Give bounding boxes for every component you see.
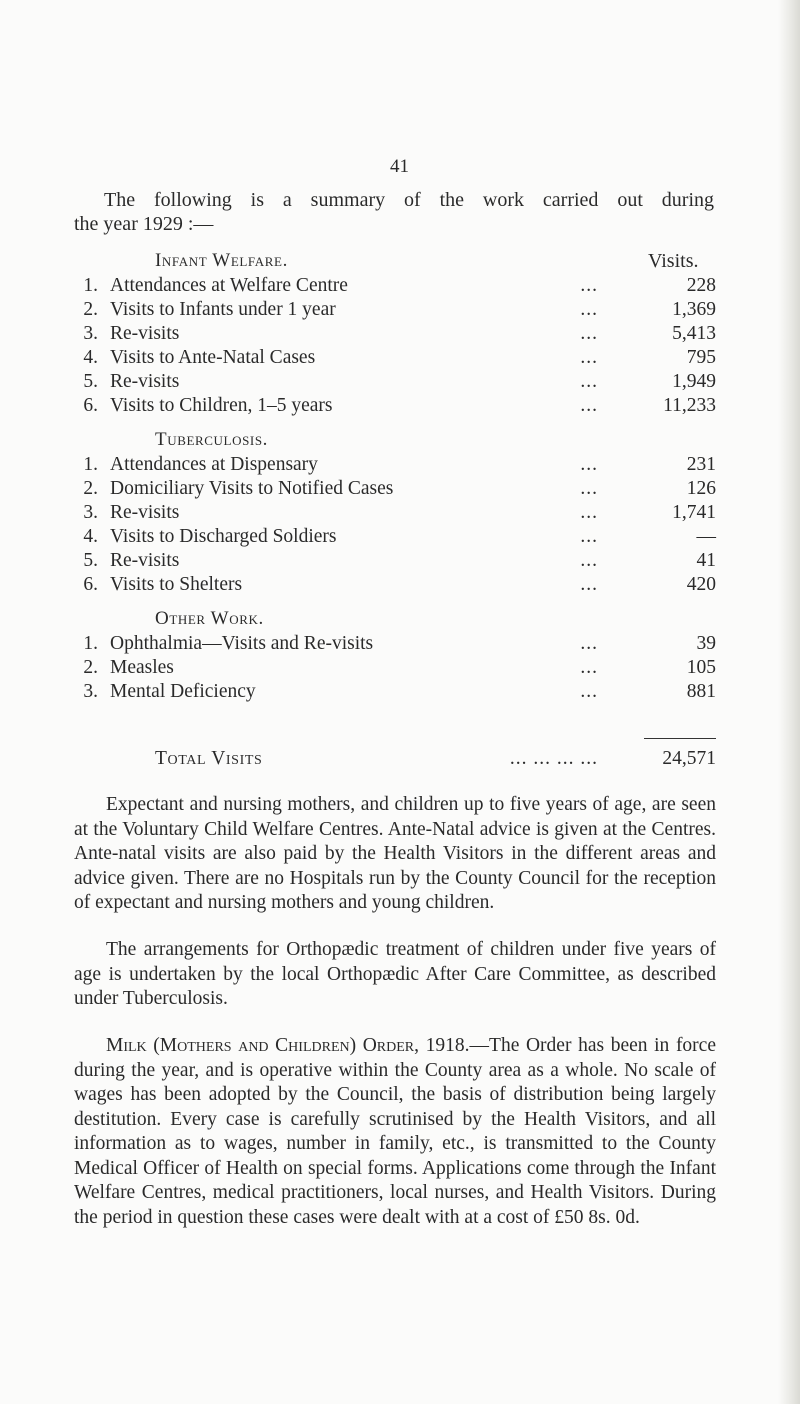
section-title: Tuberculosis. <box>155 429 269 450</box>
row-value: 420 <box>686 574 716 595</box>
row-number: 5. <box>83 550 98 571</box>
table-row <box>76 477 716 501</box>
row-leader-dots: ... <box>580 574 598 595</box>
row-label: Re-visits <box>110 371 180 392</box>
total-row <box>155 746 716 772</box>
row-value: 39 <box>696 633 716 654</box>
row-leader-dots: ... <box>580 681 598 702</box>
row-leader-dots: ... <box>580 299 598 320</box>
row-leader-dots: ... <box>580 526 598 547</box>
total-value: 24,571 <box>662 748 716 769</box>
row-number: 3. <box>83 502 98 523</box>
row-leader-dots: ... <box>580 395 598 416</box>
row-label: Re-visits <box>110 323 180 344</box>
row-number: 2. <box>83 478 98 499</box>
total-rule <box>644 738 716 739</box>
row-value: 1,369 <box>672 299 716 320</box>
row-number: 5. <box>83 371 98 392</box>
row-label: Visits to Discharged Soldiers <box>110 526 337 547</box>
row-value: 11,233 <box>663 395 716 416</box>
total-leader-dots: ... ... ... ... <box>509 748 598 769</box>
row-number: 1. <box>83 275 98 296</box>
paragraph-orthopaedic: The arrangements for Orthopædic treatment of children under five years of age is undertaken by the local Orthopædic After Care Committee, as described under Tuberculosis. <box>74 939 716 1009</box>
total-label: Total Visits <box>155 748 263 769</box>
row-label: Mental Deficiency <box>110 681 256 702</box>
row-label: Visits to Infants under 1 year <box>110 299 336 320</box>
row-value: 1,741 <box>672 502 716 523</box>
paragraph-expectant-mothers: Expectant and nursing mothers, and children up to five years of age, are seen at the Voluntary Child Welfare Centres. Ante-Natal advice is given at the Centres. Ante-natal visits are also paid by the Health Visitors in the different areas and advice given. There are no Hospitals run by the County Council for the reception of expectant and nursing mothers and young children. <box>74 794 716 913</box>
row-value: 1,949 <box>672 371 716 392</box>
table-row <box>76 549 716 573</box>
row-number: 3. <box>83 681 98 702</box>
row-number: 3. <box>83 323 98 344</box>
table-row <box>76 370 716 394</box>
row-leader-dots: ... <box>580 657 598 678</box>
table-row <box>76 394 716 418</box>
visits-column-heading: Visits. <box>648 250 699 272</box>
row-label: Visits to Shelters <box>110 574 243 595</box>
row-label: Measles <box>110 657 174 678</box>
row-value: 126 <box>686 478 716 499</box>
intro-line-2: the year 1929 :— <box>74 213 214 235</box>
row-leader-dots: ... <box>580 347 598 368</box>
row-value: 231 <box>686 454 716 475</box>
table-row <box>76 525 716 549</box>
row-value: 105 <box>686 657 716 678</box>
row-number: 2. <box>83 657 98 678</box>
row-number: 6. <box>83 574 98 595</box>
row-value: 5,413 <box>672 323 716 344</box>
row-leader-dots: ... <box>580 454 598 475</box>
intro-text <box>74 188 714 236</box>
row-value: 795 <box>686 347 716 368</box>
table-row <box>76 632 716 656</box>
section-title: Other Work. <box>155 608 264 629</box>
row-value: 228 <box>686 275 716 296</box>
row-number: 6. <box>83 395 98 416</box>
row-number: 4. <box>83 347 98 368</box>
row-value: 41 <box>696 550 716 571</box>
row-leader-dots: ... <box>580 371 598 392</box>
row-number: 1. <box>83 454 98 475</box>
row-number: 2. <box>83 299 98 320</box>
row-leader-dots: ... <box>580 275 598 296</box>
table-row <box>76 656 716 680</box>
table-row <box>76 573 716 597</box>
paragraph-milk-order <box>74 1034 716 1230</box>
row-leader-dots: ... <box>580 502 598 523</box>
table-row <box>76 274 716 298</box>
table-row <box>76 501 716 525</box>
row-label: Attendances at Welfare Centre <box>110 275 348 296</box>
row-value: 881 <box>686 681 716 702</box>
table-row <box>76 322 716 346</box>
row-label: Visits to Children, 1–5 years <box>110 395 333 416</box>
table-row <box>76 680 716 704</box>
row-label: Domiciliary Visits to Notified Cases <box>110 478 394 499</box>
row-label: Visits to Ante-Natal Cases <box>110 347 316 368</box>
row-leader-dots: ... <box>580 323 598 344</box>
section-title: Infant Welfare. <box>155 250 288 271</box>
milk-order-body: —The Order has been in force during the year, and is operative within the County area as a whole. No scale of wages has been adopted by the Council, the basis of distribution being largely destitution. Every case is carefully scrutinised by the Health Visitors, and all information as to wages, number in family, etc., is transmitted to the County Medical Officer of Health on special forms. Applications come through the Infant Welfare Centres, medical practitioners, local nurses, and Health Visitors. During the period in question these cases were dealt with at a cost of £50 8s. 0d. <box>74 1035 716 1228</box>
row-value: — <box>696 526 716 547</box>
row-leader-dots: ... <box>580 550 598 571</box>
table-row <box>76 298 716 322</box>
milk-order-heading: Milk (Mothers and Children) Order, 1918. <box>106 1035 470 1056</box>
row-number: 1. <box>83 633 98 654</box>
row-leader-dots: ... <box>580 633 598 654</box>
row-label: Re-visits <box>110 502 180 523</box>
page-number: 41 <box>390 156 409 177</box>
row-leader-dots: ... <box>580 478 598 499</box>
row-label: Ophthalmia—Visits and Re-visits <box>110 633 374 654</box>
row-label: Attendances at Dispensary <box>110 454 318 475</box>
table-row <box>76 346 716 370</box>
table-row <box>76 453 716 477</box>
row-label: Re-visits <box>110 550 180 571</box>
row-number: 4. <box>83 526 98 547</box>
intro-line-1: The following is a summary of the work carried out during <box>104 189 714 211</box>
